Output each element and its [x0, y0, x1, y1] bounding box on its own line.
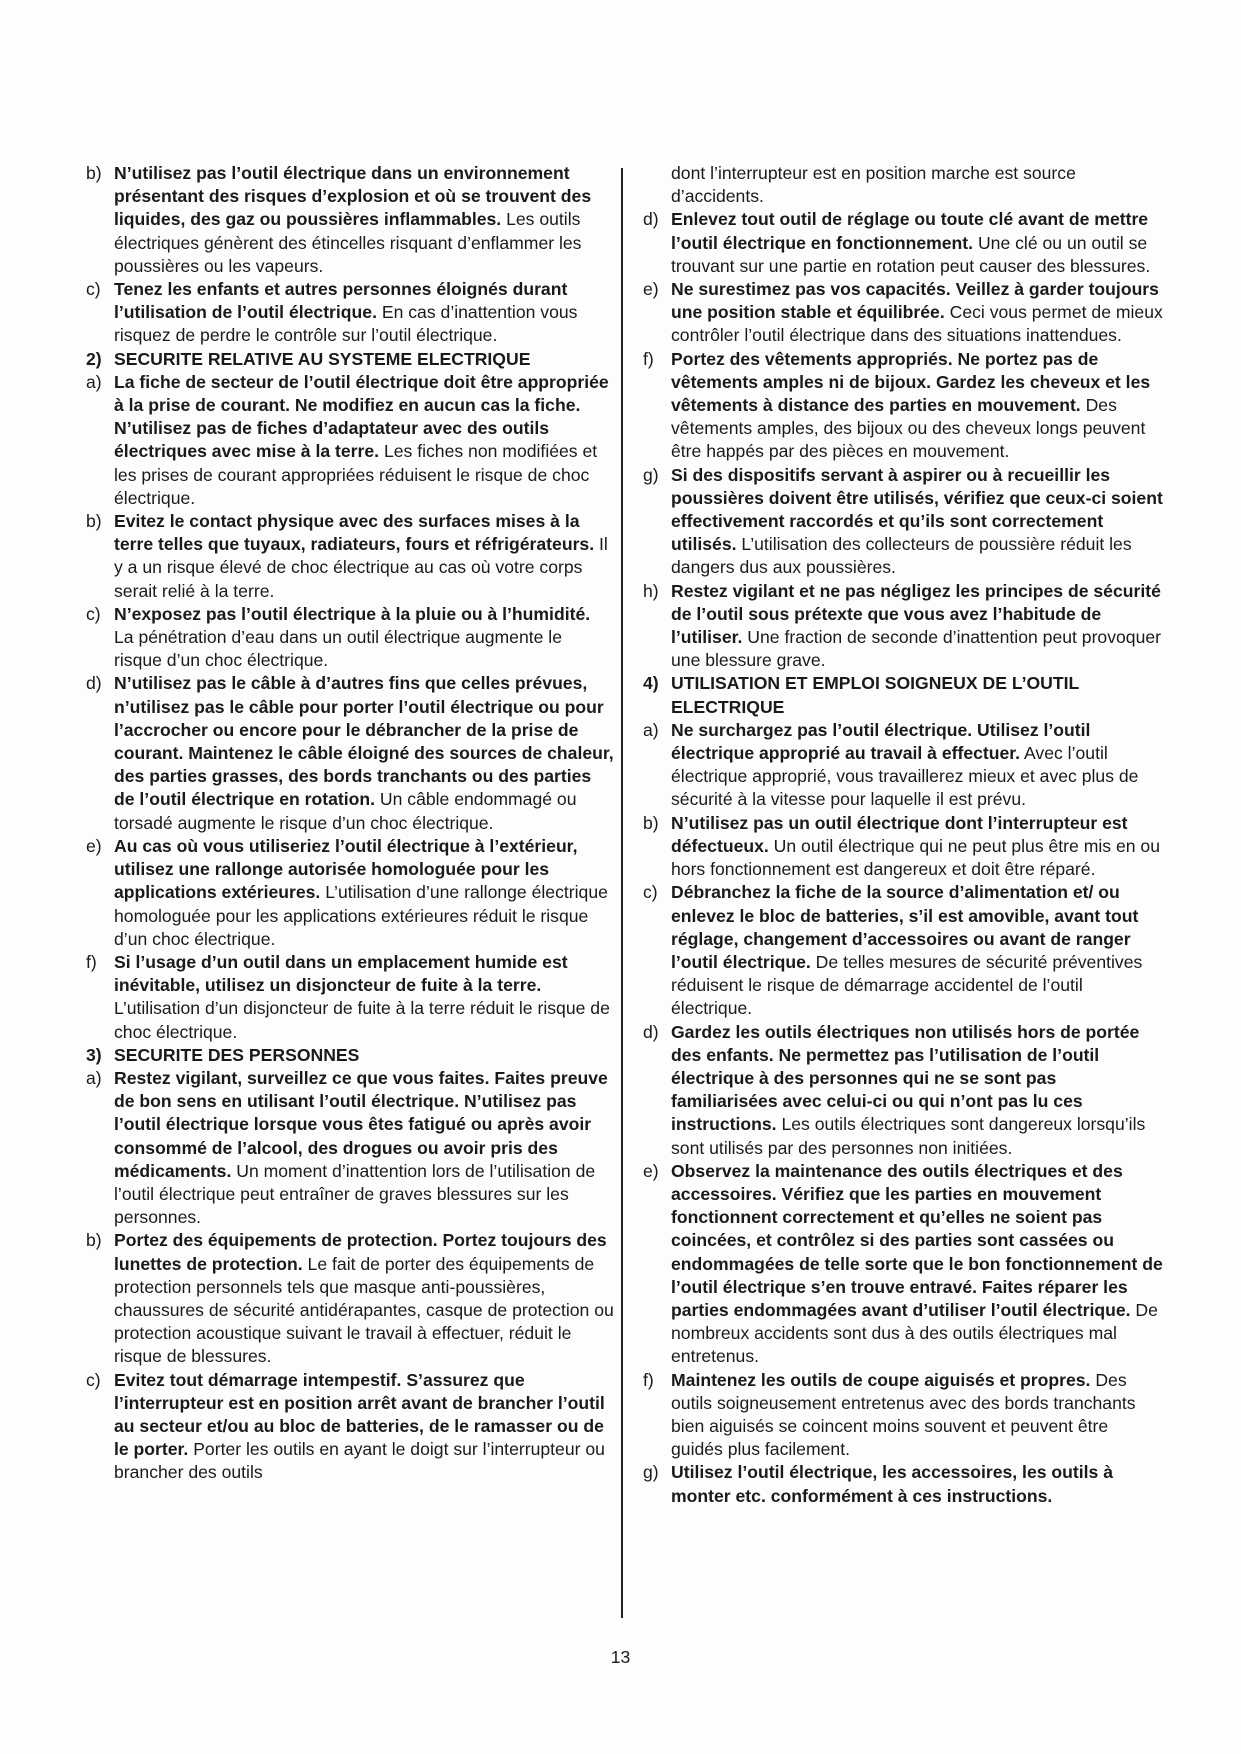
list-item: [641, 278, 1163, 348]
item-bold-text: Gardez les outils électriques non utilisés hors de portée des enfants. Ne permettez pas l’utilisation de l’outil électrique à des personnes qui ne se sont pas familiarisées avec celui-ci ou qui n’ont pas lu ces instructions.: [671, 1021, 1140, 1135]
page-number: 13: [610, 1647, 631, 1667]
item-marker: b): [86, 1230, 102, 1251]
list-item: [641, 812, 1163, 882]
list-item: [84, 951, 614, 1044]
item-text: L’utilisation d’une rallonge électrique homologuée pour les applications extérieures réduit le risque d’un choc électrique.: [114, 882, 608, 949]
item-bold-text: Débranchez la fiche de la source d’alimentation et/ ou enlevez le bloc de batteries, s’il est amovible, avant tout réglage, changement d’accessoires ou avant de ranger l’outil électrique.: [671, 882, 1139, 972]
item-text: L’utilisation d’un disjoncteur de fuite à la terre réduit le risque de choc électrique.: [114, 998, 610, 1042]
item-text: dont l’interrupteur est en position marche est source d’accidents.: [671, 163, 1076, 207]
list-item: [641, 1369, 1163, 1462]
item-text: Une clé ou un outil se trouvant sur une partie en rotation peut causer des blessures.: [671, 232, 1151, 276]
item-bold-text: Maintenez les outils de coupe aiguisés et propres.: [671, 1369, 1091, 1390]
item-text: La pénétration d’eau dans un outil électrique augmente le risque d’un choc électrique.: [114, 627, 562, 671]
item-marker: c): [643, 882, 658, 903]
list-item: [84, 278, 614, 348]
item-bold-text: SECURITE RELATIVE AU SYSTEME ELECTRIQUE: [114, 348, 531, 369]
list-item: [641, 464, 1163, 580]
list-item: [84, 835, 614, 951]
item-marker: f): [643, 1369, 654, 1390]
item-marker: h): [643, 580, 659, 601]
item-bold-text: Enlevez tout outil de réglage ou toute clé avant de mettre l’outil électrique en fonctionnement.: [671, 209, 1149, 253]
item-marker: f): [643, 348, 654, 369]
item-marker: b): [86, 511, 102, 532]
list-item: [84, 1067, 614, 1229]
item-marker: b): [86, 163, 102, 183]
item-text: Le fait de porter des équipements de protection personnels tels que masque anti-poussières, chaussures de sécurité antidérapantes, casque de protection ou protection acoustique suivant le travail à effectuer, réduit le risque de blessures.: [114, 1253, 614, 1367]
item-bold-text: N’exposez pas l’outil électrique à la pluie ou à l’humidité.: [114, 603, 591, 624]
item-bold-text: Restez vigilant, surveillez ce que vous faites. Faites preuve de bon sens en utilisant l’outil électrique. N’utilisez pas l’outil électrique lorsque vous êtes fatigué ou après avoir consommé de l’alcool, des drogues ou avoir pris des médicaments.: [114, 1067, 608, 1181]
list-item: [641, 208, 1163, 278]
item-marker: 3): [86, 1044, 102, 1065]
item-marker: a): [86, 371, 102, 392]
list-item: [641, 1160, 1163, 1369]
item-bold-text: Evitez le contact physique avec des surfaces mises à la terre telles que tuyaux, radiateurs, fours et réfrigérateurs.: [114, 511, 595, 555]
item-bold-text: Portez des vêtements appropriés. Ne portez pas de vêtements amples ni de bijoux. Gardez les cheveux et les vêtements à distance des parties en mouvement.: [671, 348, 1151, 416]
left-column: [84, 162, 614, 1485]
item-text: Des vêtements amples, des bijoux ou des cheveux longs peuvent être happés par des pièces en mouvement.: [671, 395, 1146, 462]
item-text: Porter les outils en ayant le doigt sur l’interrupteur ou brancher des outils: [114, 1439, 605, 1483]
item-text: L’utilisation des collecteurs de poussière réduit les dangers dus aux poussières.: [671, 534, 1132, 578]
item-marker: f): [86, 951, 97, 972]
item-bold-text: Si des dispositifs servant à aspirer ou à recueillir les poussières doivent être utilisés, vérifiez que ceux-ci soient effectivement raccordés et qu’ils sont correctement utilisés.: [671, 464, 1163, 555]
item-bold-text: SECURITE DES PERSONNES: [114, 1044, 360, 1065]
item-bold-text: Si l’usage d’un outil dans un emplacement humide est inévitable, utilisez un disjoncteur de fuite à la terre.: [114, 951, 568, 996]
item-bold-text: Portez des équipements de protection. Portez toujours des lunettes de protection.: [114, 1230, 607, 1274]
item-marker: e): [86, 835, 102, 856]
item-text: Une fraction de seconde d’inattention peut provoquer une blessure grave.: [671, 627, 1162, 671]
item-marker: a): [86, 1067, 102, 1088]
item-bold-text: Tenez les enfants et autres personnes éloignés durant l’utilisation de l’outil électrique.: [114, 279, 568, 323]
item-bold-text: Observez la maintenance des outils électriques et des accessoires. Vérifiez que les parties en mouvement fonctionnent correctement et qu’elles ne soient pas coincées, et contrôlez si des parties sont cassées ou endommagées de telle sorte que le bon fonctionnement de l’outil électrique s’en trouve entravé. Faites réparer les parties endommagées avant d’utiliser l’outil électrique.: [671, 1160, 1163, 1320]
item-bold-text: N’utilisez pas un outil électrique dont l’interrupteur est défectueux.: [671, 812, 1128, 856]
list-item: [641, 1021, 1163, 1160]
list-item: [641, 1461, 1163, 1507]
item-text: Un moment d’inattention lors de l’utilisation de l’outil électrique peut entraîner de graves blessures sur les personnes.: [114, 1160, 596, 1228]
section-heading: [641, 672, 1163, 718]
list-item: [641, 580, 1163, 673]
list-item: [84, 1369, 614, 1485]
item-bold-text: Restez vigilant et ne pas négligez les principes de sécurité de l’outil sous prétexte que vous avez l’habitude de l’utiliser.: [671, 580, 1161, 648]
item-marker: d): [643, 209, 659, 230]
list-item: [84, 371, 614, 510]
list-item: [84, 603, 614, 673]
item-marker: g): [643, 464, 659, 485]
item-marker: 2): [86, 348, 102, 369]
item-bold-text: Evitez tout démarrage intempestif. S’assurez que l’interrupteur est en position arrêt avant de brancher l’outil au secteur et/ou au bloc de batteries, de le ramasser ou de le porter.: [114, 1369, 605, 1460]
item-marker: e): [643, 1160, 659, 1181]
item-text: En cas d’inattention vous risquez de perdre le contrôle sur l’outil électrique.: [114, 302, 578, 346]
item-marker: c): [86, 279, 101, 300]
list-item: [84, 672, 614, 834]
item-marker: d): [86, 673, 102, 694]
item-bold-text: UTILISATION ET EMPLOI SOIGNEUX DE L’OUTIL ELECTRIQUE: [671, 673, 1079, 717]
item-marker: e): [643, 279, 659, 300]
list-item: [641, 348, 1163, 464]
item-bold-text: La fiche de secteur de l’outil électrique doit être appropriée à la prise de courant. Ne modifiez en aucun cas la fiche. N’utilisez pas de fiches d’adaptateur avec des outils électriques avec mise à la terre.: [114, 371, 609, 462]
item-text: Les fiches non modifiées et les prises de courant appropriées réduisent le risque de choc électrique.: [114, 441, 598, 508]
item-bold-text: Utilisez l’outil électrique, les accessoires, les outils à monter etc. conformément à ces instructions.: [671, 1462, 1113, 1506]
section-heading: [84, 1044, 614, 1067]
list-item: [641, 881, 1163, 1020]
item-marker: c): [86, 603, 101, 624]
continued-paragraph: [641, 162, 1163, 208]
column-divider: [621, 168, 623, 1618]
item-marker: a): [643, 719, 659, 740]
item-text: Il y a un risque élevé de choc électrique au cas où votre corps serait relié à la terre.: [114, 534, 608, 601]
item-marker: g): [643, 1462, 659, 1483]
item-marker: 4): [643, 673, 659, 694]
list-item: [84, 1229, 614, 1368]
item-bold-text: Au cas où vous utiliseriez l’outil électrique à l’extérieur, utilisez une rallonge autorisée homologuée pour les applications extérieures.: [114, 835, 578, 903]
item-marker: b): [643, 812, 659, 833]
item-text: Ceci vous permet de mieux contrôler l’outil électrique dans des situations inattendues.: [671, 302, 1163, 346]
list-item: [84, 162, 614, 278]
item-text: Des outils soigneusement entretenus avec des bords tranchants bien aiguisés se coincent moins souvent et peuvent être guidés plus facilement.: [671, 1369, 1136, 1460]
item-marker: c): [86, 1369, 101, 1390]
item-text: Les outils électriques génèrent des étincelles risquant d’enflammer les poussières ou les vapeurs.: [114, 209, 582, 276]
item-bold-text: N’utilisez pas le câble à d’autres fins que celles prévues, n’utilisez pas le câble pour porter l’outil électrique ou pour l’accrocher ou encore pour le débrancher de la prise de courant. Maintenez le câble éloigné des sources de chaleur, des parties grasses, des bords tranchants ou des parties de l’outil électrique en rotation.: [114, 673, 614, 810]
item-marker: d): [643, 1021, 659, 1042]
list-item: [641, 719, 1163, 812]
item-text: De telles mesures de sécurité préventives réduisent le risque de démarrage accidentel de l’outil électrique.: [671, 951, 1143, 1019]
right-column: [641, 162, 1163, 1508]
item-bold-text: Ne surchargez pas l’outil électrique. Utilisez l’outil électrique approprié au travail à effectuer.: [671, 719, 1091, 764]
list-item: [84, 510, 614, 603]
item-text: Un câble endommagé ou torsadé augmente le risque d’un choc électrique.: [114, 789, 577, 833]
item-text: Avec l’outil électrique approprié, vous travaillerez mieux et avec plus de sécurité à la vitesse pour laquelle il est prévu.: [671, 743, 1139, 810]
section-heading: [84, 348, 614, 371]
item-bold-text: N’utilisez pas l’outil électrique dans un environnement présentant des risques d’explosion et où se trouvent des liquides, des gaz ou poussières inflammables.: [114, 163, 592, 230]
item-text: De nombreux accidents sont dus à des outils électriques mal entretenus.: [671, 1299, 1158, 1367]
item-bold-text: Ne surestimez pas vos capacités. Veillez à garder toujours une position stable et équilibrée.: [671, 279, 1159, 323]
item-text: Un outil électrique qui ne peut plus être mis en ou hors fonctionnement est dangereux et doit être réparé.: [671, 835, 1160, 880]
item-text: Les outils électriques sont dangereux lorsqu’ils sont utilisés par des personnes non initiées.: [671, 1114, 1146, 1158]
